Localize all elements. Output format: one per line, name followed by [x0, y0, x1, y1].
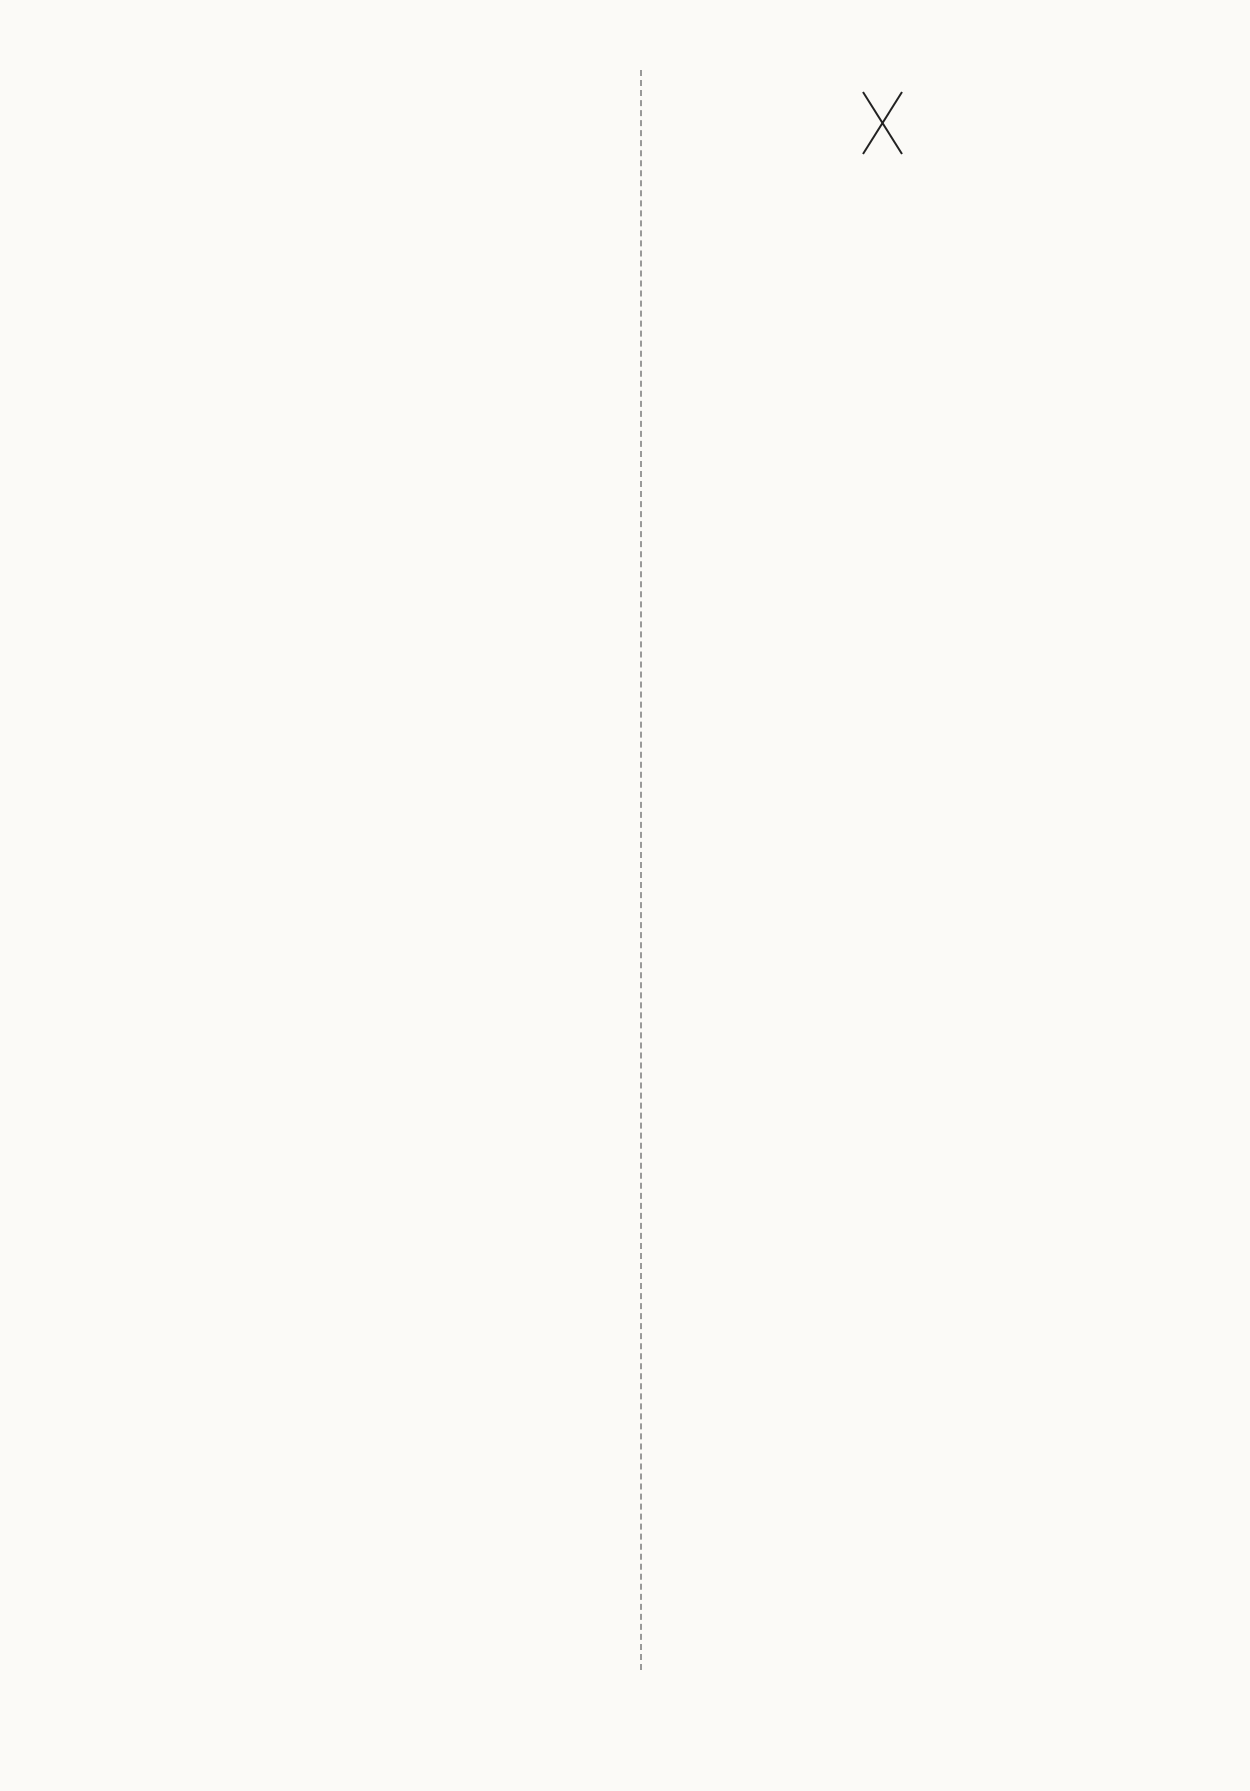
column-divider: [640, 70, 642, 1670]
left-column: [88, 70, 608, 134]
page-title: [88, 70, 608, 134]
matching-diagram: [735, 70, 1205, 170]
right-column: [735, 70, 1205, 170]
crossing-lines-figure: [795, 70, 1035, 170]
